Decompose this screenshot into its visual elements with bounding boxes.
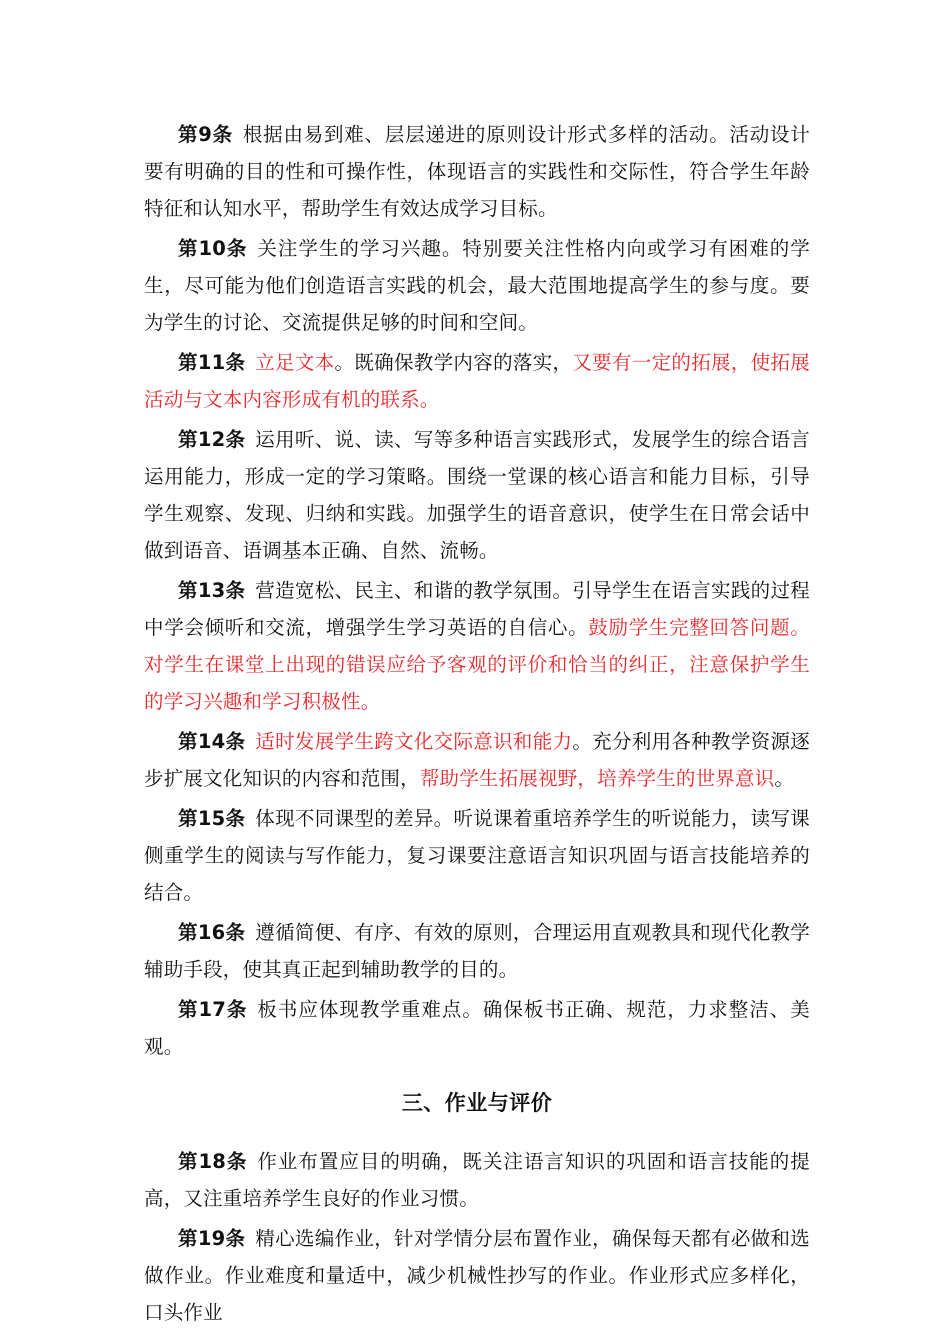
article-text: 。既确保教学内容的落实， (334, 351, 573, 374)
article-text: 体现不同课型的差异。听说课着重培养学生的听说能力，读写课侧重学生的阅读与写作能力，复习课要注意语言知识巩固与语言技能培养的结合。 (144, 807, 811, 904)
article-text: 作业布置应目的明确，既关注语言知识的巩固和语言技能的提高，又注重培养学生良好的作业习惯。 (144, 1150, 811, 1210)
article-number: 第19条 (178, 1227, 246, 1250)
highlighted-text: 帮助学生拓展视野，培养学生的世界意识 (419, 767, 775, 790)
article-number: 第14条 (178, 730, 246, 753)
highlighted-text: 又要有一定的拓展，使拓展活动与文本内容形成有机的联系。 (144, 351, 810, 411)
highlighted-text: 立足文本 (255, 351, 335, 374)
article-text: 遵循简便、有序、有效的原则，合理运用直观教具和现代化教学辅助手段，使其真正起到辅助教学的目的。 (144, 921, 811, 981)
article-paragraph (144, 800, 810, 911)
section-title: 三、作业与评价 (401, 1091, 553, 1115)
article-number: 第13条 (178, 579, 246, 602)
document-page (144, 116, 810, 1334)
article-text: 精心选编作业，针对学情分层布置作业，确保每天都有必做和选做作业。作业难度和量适中，减少机械性抄写的作业。作业形式应多样化，口头作业 (144, 1227, 811, 1324)
article-number: 第15条 (178, 807, 246, 830)
article-text: 运用听、说、读、写等多种语言实践形式，发展学生的综合语言运用能力，形成一定的学习策略。围绕一堂课的核心语言和能力目标，引导学生观察、发现、归纳和实践。加强学生的语音意识，使学生在日常会话中做到语音、语调基本正确、自然、流畅。 (144, 428, 811, 562)
article-list-homework (144, 1143, 810, 1331)
article-paragraph (144, 914, 810, 988)
article-paragraph (144, 344, 810, 418)
article-paragraph (144, 572, 810, 720)
article-list-teaching (144, 116, 810, 1065)
article-paragraph (144, 1220, 810, 1331)
article-paragraph (144, 116, 810, 227)
article-paragraph (144, 230, 810, 341)
article-paragraph (144, 723, 810, 797)
article-number: 第10条 (178, 237, 248, 260)
article-text: 。充分利用各种教学资源逐步扩展文化知识的内容和范围， (144, 730, 811, 790)
article-number: 第16条 (178, 921, 246, 944)
article-text: 营造宽松、民主、和谐的教学氛围。引导学生在语言实践的过程中学会倾听和交流，增强学生学习英语的自信心。 (144, 579, 811, 639)
article-paragraph (144, 1143, 810, 1217)
article-text: 板书应体现教学重难点。确保板书正确、规范，力求整洁、美观。 (144, 998, 811, 1058)
article-text: 关注学生的学习兴趣。特别要关注性格内向或学习有困难的学生，尽可能为他们创造语言实践的机会，最大范围地提高学生的参与度。要为学生的讨论、交流提供足够的时间和空间。 (144, 237, 811, 334)
article-number: 第11条 (178, 351, 246, 374)
highlighted-text: 适时发展学生跨文化交际意识和能力 (255, 730, 573, 753)
article-number: 第17条 (178, 998, 248, 1021)
article-text: 。 (774, 767, 795, 790)
article-paragraph (144, 991, 810, 1065)
article-number: 第18条 (178, 1150, 248, 1173)
highlighted-text: 鼓励学生完整回答问题。对学生在课堂上出现的错误应给予客观的评价和恰当的纠正，注意保护学生的学习兴趣和学习积极性。 (144, 616, 810, 713)
article-number: 第9条 (178, 123, 233, 146)
article-text: 根据由易到难、层层递进的原则设计形式多样的活动。活动设计要有明确的目的性和可操作性，体现语言的实践性和交际性，符合学生年龄特征和认知水平，帮助学生有效达成学习目标。 (144, 123, 810, 220)
article-number: 第12条 (178, 428, 246, 451)
article-paragraph (144, 421, 810, 569)
